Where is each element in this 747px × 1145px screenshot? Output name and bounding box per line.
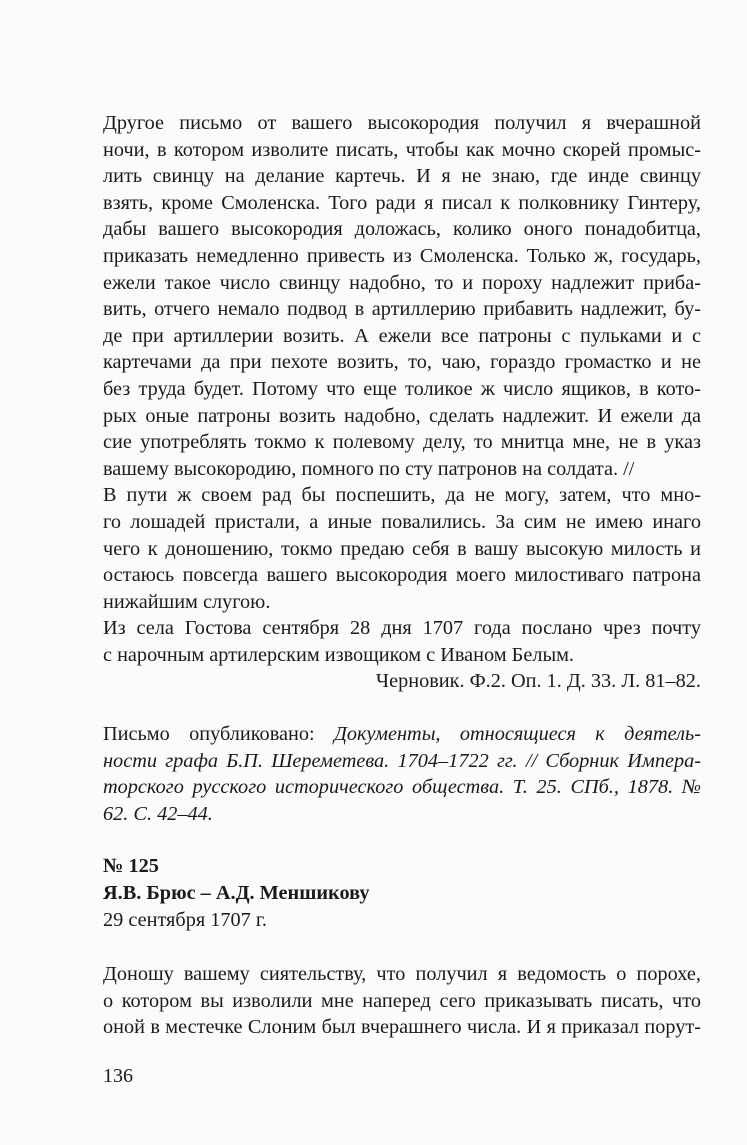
text-line: Из села Гостова сентября 28 дня 1707 года послано чрез почту — [103, 617, 701, 640]
text-line: с нарочным артилерским извощиком с Иваном Белым. — [103, 643, 574, 666]
text-line: дабы вашего высокородия доложась, колико оного понадобитца, — [103, 218, 701, 241]
page-text — [103, 110, 701, 1041]
spacer — [103, 933, 701, 961]
text-line: ежели такое число свинцу надобно, то и пороху надлежит прибa- — [103, 271, 701, 294]
text-line: взять, кроме Смоленска. Того ради я писал к полковнику Гинтеру, — [103, 191, 701, 214]
spacer — [103, 827, 701, 853]
text-line: чего к доношению, токмо предаю себя в вашу высокую милость и — [103, 537, 701, 560]
text-line: сие употреблять токмо к полевому делу, то мнитца мне, не в указ — [103, 431, 701, 454]
text-line: Доношу вашему сиятельству, что получил я ведомость о порохе, — [103, 963, 701, 986]
archive-reference: Черновик. Ф.2. Оп. 1. Д. 33. Л. 81–82. — [375, 670, 701, 693]
text-line: рых оные патроны возить надобно, сделать надлежит. И ежели да — [103, 404, 701, 427]
letter1-paragraph2 — [103, 482, 701, 615]
spacer — [103, 695, 701, 721]
text-line: де при артиллерии возить. А ежели все патроны с пульками и с — [103, 324, 701, 347]
page-number: 136 — [103, 1065, 133, 1087]
text-line: В пути ж своем рад бы поспешить, да не могу, затем, что мно- — [103, 484, 701, 507]
publication-lead: Письмо опубликовано: — [103, 723, 335, 746]
text-line: картечами да при пехоте возить, то, чаю, гораздо громастко и не — [103, 351, 701, 374]
publication-title: Документы, относящиеся к деятель- — [334, 723, 702, 746]
letter2-paragraph — [103, 961, 701, 1041]
text-line: остаюсь повсегда вашего высокородия моего милостиваго патрона — [103, 564, 701, 587]
text-line: вашему высокородию, помного по сту патронов на солдата. // — [103, 457, 635, 480]
document-date: 29 сентября 1707 г. — [103, 908, 267, 931]
text-line: без труда будет. Потому что еще толикое ж число ящиков, в кото- — [103, 377, 701, 400]
text-line: ночи, в котором изволите писать, чтобы как мочно скорей промыс- — [103, 138, 701, 161]
text-line: лить свинцу на делание картечь. И я не знаю, где инде свинцу — [103, 165, 701, 188]
document-number: № 125 — [103, 855, 159, 878]
text-line: Другое письмо от вашего высокородия получил я вчерашной — [103, 112, 701, 134]
text-line: 62. С. 42–44. — [103, 802, 213, 825]
letter1-paragraph3 — [103, 615, 701, 668]
text-line: торского русского исторического общества. Т. 25. СПб., 1878. № — [103, 776, 701, 799]
text-line: о котором вы изволили мне наперед сего приказывать писать, что — [103, 989, 701, 1012]
text-line: нижайшим слугою. — [103, 590, 271, 613]
text-line: оной в местечке Слоним был вчерашнего числа. И я приказал порут- — [103, 1016, 701, 1039]
text-line: приказать немедленно привесть из Смоленска. Только ж, государь, — [103, 244, 701, 267]
letter1-paragraph1 — [103, 110, 701, 482]
text-line — [103, 721, 701, 748]
letter2-header — [103, 853, 701, 933]
publication-note — [103, 721, 701, 827]
document-heading: Я.В. Брюс – А.Д. Меншикову — [103, 882, 370, 905]
text-line: ности графа Б.П. Шереметева. 1704–1722 гг. // Сборник Импера- — [103, 749, 701, 772]
text-line: го лошадей пристали, а иные повалились. За сим не имею инаго — [103, 510, 701, 533]
text-line: вить, отчего немало подвод в артиллерию прибавить надлежит, бу- — [103, 298, 701, 321]
